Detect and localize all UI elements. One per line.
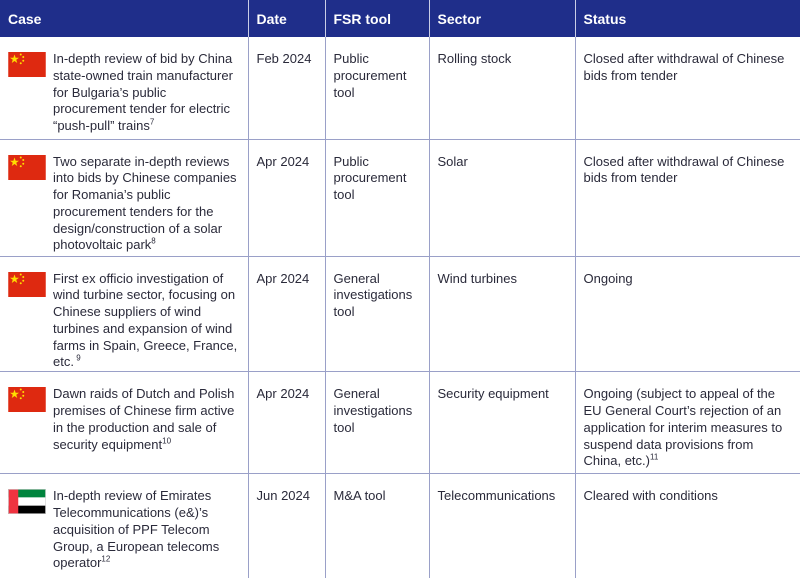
case-text: Dawn raids of Dutch and Polish premises of Chinese firm active in the production and sale of security equipment (53, 386, 235, 452)
table-row (0, 256, 800, 372)
case-cell (0, 474, 248, 578)
date-cell: Apr 2024 (248, 256, 325, 372)
case-text: First ex officio investigation of wind turbine sector, focusing on Chinese suppliers of wind turbines and expansion of wind farms in Spain, Greece, France, etc. (53, 270, 238, 370)
header-row (0, 0, 800, 37)
china-flag-icon (8, 387, 46, 412)
status-cell (575, 474, 800, 578)
case-text: In-depth review of bid by China state-owned train manufacturer for Bulgaria’s public procurement tender for electric “push-pull” trains (53, 51, 233, 134)
footnote-ref: 10 (162, 436, 172, 446)
tool-cell: M&A tool (325, 474, 429, 578)
china-flag-icon (8, 272, 46, 297)
status-text: Ongoing (subject to appeal of the EU General Court’s rejection of an application for interim measures to suspend data provisions from China, etc.) (583, 386, 783, 469)
sector-cell: Telecommunications (429, 474, 575, 578)
date-cell: Apr 2024 (248, 372, 325, 474)
footnote-ref: 9 (73, 354, 81, 364)
uae-flag-icon (8, 489, 46, 514)
footnote-ref: 7 (149, 117, 155, 127)
header-status: Status (575, 0, 800, 37)
header-case: Case (0, 0, 248, 37)
sector-cell: Rolling stock (429, 37, 575, 139)
footnote-ref: 8 (151, 237, 156, 247)
case-text: Two separate in-depth reviews into bids by Chinese companies for Romania’s public procurement tenders for the design/construction of a solar photovoltaic park (53, 153, 237, 253)
table-row (0, 139, 800, 256)
header-date: Date (248, 0, 325, 37)
date-cell: Jun 2024 (248, 474, 325, 578)
status-cell (575, 256, 800, 372)
case-cell (0, 37, 248, 139)
table-row (0, 474, 800, 578)
case-cell (0, 372, 248, 474)
tool-cell: General investigations tool (325, 372, 429, 474)
table-row (0, 37, 800, 139)
sector-cell: Solar (429, 139, 575, 256)
sector-cell: Wind turbines (429, 256, 575, 372)
header-sector: Sector (429, 0, 575, 37)
footnote-ref: 11 (649, 453, 659, 463)
status-cell (575, 372, 800, 474)
case-cell (0, 256, 248, 372)
case-cell (0, 139, 248, 256)
status-text: Closed after withdrawal of Chinese bids from tender (583, 51, 785, 83)
table-row (0, 372, 800, 474)
china-flag-icon (8, 155, 46, 180)
status-text: Ongoing (583, 270, 633, 286)
status-cell (575, 37, 800, 139)
date-cell: Apr 2024 (248, 139, 325, 256)
date-cell: Feb 2024 (248, 37, 325, 139)
tool-cell: Public procurement tool (325, 37, 429, 139)
tool-cell: Public procurement tool (325, 139, 429, 256)
header-tool: FSR tool (325, 0, 429, 37)
case-text: In-depth review of Emirates Telecommunications (e&)’s acquisition of PPF Telecom Group, a European telecoms operator (53, 488, 220, 571)
status-text: Cleared with conditions (583, 488, 718, 504)
footnote-ref: 12 (101, 555, 111, 565)
status-text: Closed after withdrawal of Chinese bids from tender (583, 153, 785, 186)
status-cell (575, 139, 800, 256)
tool-cell: General investigations tool (325, 256, 429, 372)
china-flag-icon (8, 52, 46, 77)
sector-cell: Security equipment (429, 372, 575, 474)
